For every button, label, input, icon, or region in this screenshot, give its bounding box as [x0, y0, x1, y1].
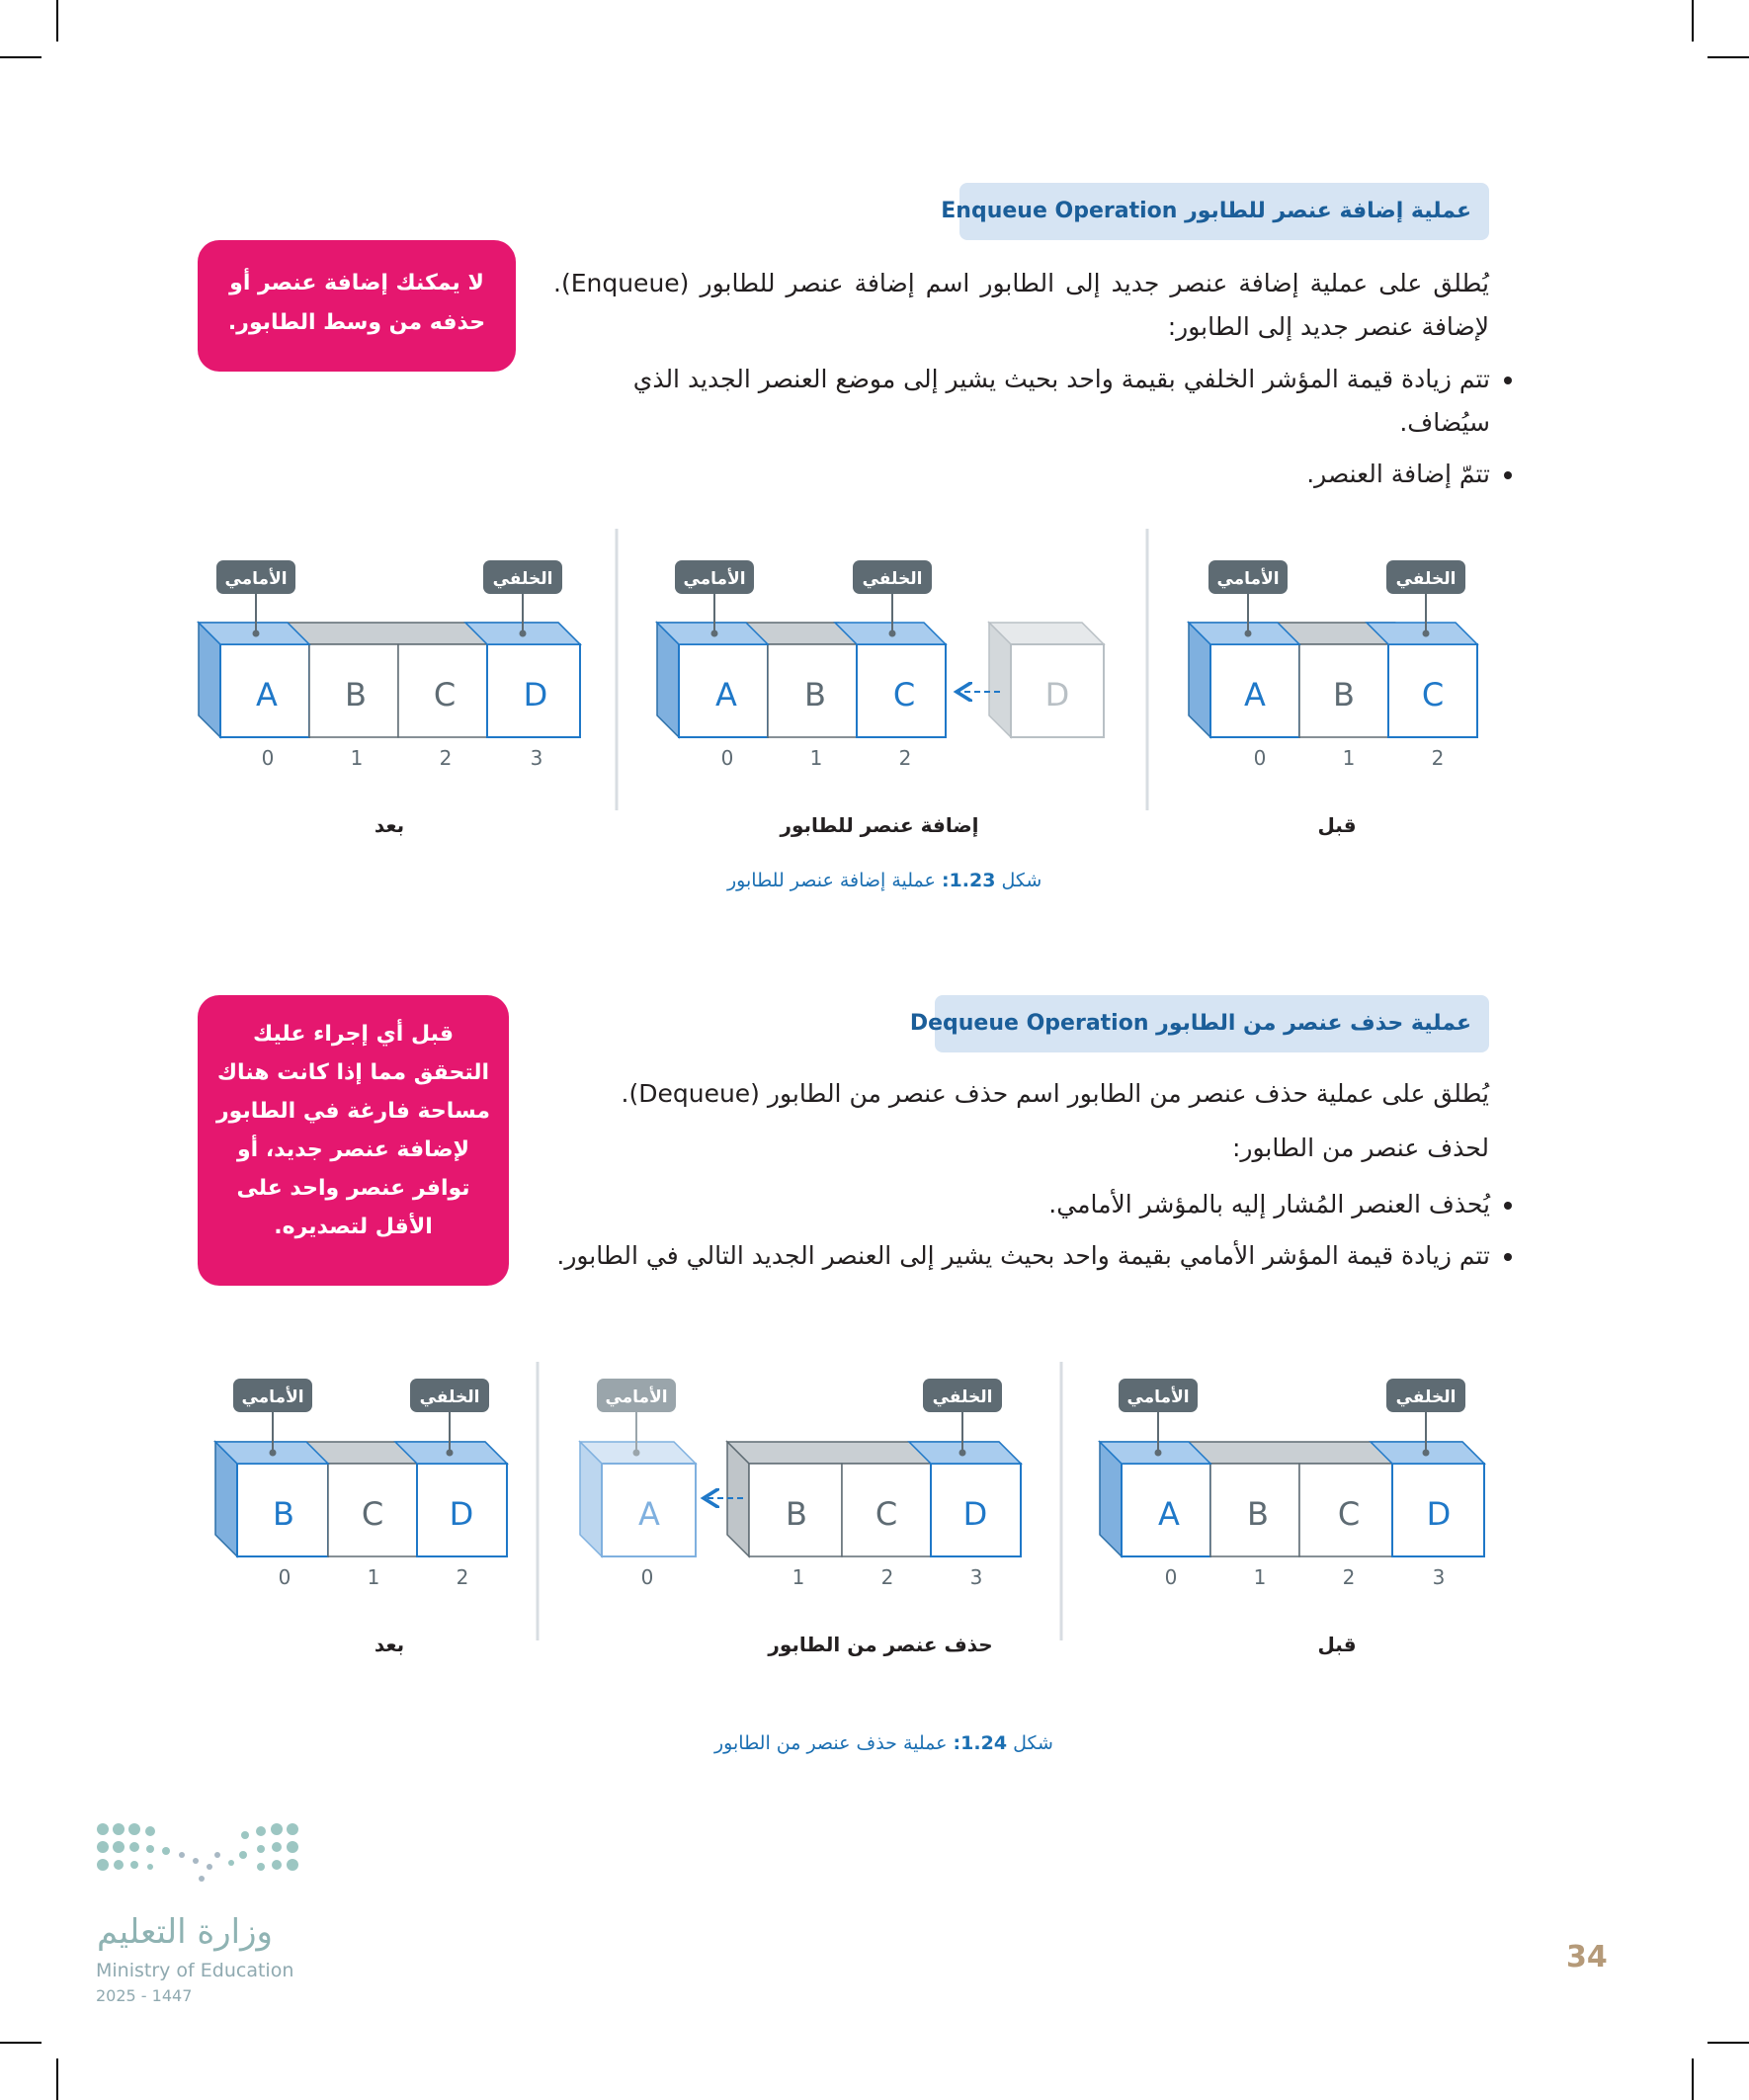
tip-line: لإضافة عنصر جديد، أو [236, 1137, 470, 1162]
cell-value: B [804, 676, 826, 714]
panel-label-operation: حذف عنصر من الطابور [768, 1633, 993, 1656]
pointer-dot [711, 630, 718, 637]
cell-value: C [1421, 676, 1445, 714]
cell-index: 3 [969, 1565, 983, 1589]
list-item: • يُحذف العنصر المُشار إليه بالمؤشر الأمامي. [553, 1183, 1490, 1226]
cell-value: C [433, 676, 457, 714]
cell-value: D [449, 1495, 474, 1533]
figure-caption-enqueue [727, 870, 1041, 891]
dequeue-paragraph: يُطلق على عملية حذف عنصر من الطابور اسم حذف عنصر من الطابور (Dequeue). [621, 1079, 1489, 1108]
tip-line: قبل أي إجراء عليك [252, 1022, 455, 1047]
cell-index: 1 [809, 746, 823, 770]
cell-index: 0 [1164, 1565, 1178, 1589]
cell-value: B [273, 1495, 294, 1533]
cell-index: 2 [898, 746, 912, 770]
rear-pointer-label: الخلفي [419, 1387, 480, 1407]
dequeue-during-queue [580, 1379, 1021, 1589]
list-item: • تتم زيادة قيمة المؤشر الأمامي بقيمة واحد بحيث يشير إلى العنصر الجديد التالي في الطابور. [553, 1234, 1490, 1278]
front-pointer-label: الأمامي [224, 569, 288, 589]
dequeue-before-queue [1100, 1379, 1484, 1589]
tip-line: التحقق مما إذا كانت هناك [216, 1060, 490, 1085]
cell-value: B [1247, 1495, 1269, 1533]
cell-value: A [715, 676, 737, 714]
panel-label-operation: إضافة عنصر للطابور [780, 813, 979, 837]
front-pointer-label: الأمامي [605, 1387, 668, 1407]
front-pointer-label: الأمامي [1126, 1387, 1190, 1407]
cell-index: 2 [880, 1565, 894, 1589]
pointer-dot [633, 1450, 640, 1457]
cell-value: A [1158, 1495, 1180, 1533]
list-item: • تتمّ إضافة العنصر. [553, 453, 1490, 496]
pointer-dot [1155, 1450, 1162, 1457]
cell-value: D [962, 1495, 988, 1533]
removed-value: A [638, 1495, 660, 1533]
cell-index: 1 [1253, 1565, 1267, 1589]
caption-number: 1.23: [941, 870, 996, 891]
incoming-value: D [1044, 676, 1070, 714]
dequeue-paragraph-2: لحذف عنصر من الطابور: [1231, 1134, 1489, 1162]
figure-caption-dequeue [714, 1732, 1053, 1754]
tip-line: حذفه من وسط الطابور. [227, 310, 486, 335]
panel-label-after: بعد [374, 813, 405, 837]
cell-value: C [874, 1495, 898, 1533]
ministry-logo-icon [95, 1821, 312, 1900]
cell-value: B [786, 1495, 807, 1533]
pointer-dot [1423, 1450, 1430, 1457]
dequeue-bullet-list [553, 1183, 1528, 1286]
caption-text: عملية إضافة عنصر للطابور [727, 870, 936, 891]
pointer-dot [889, 630, 896, 637]
front-pointer-label: الأمامي [241, 1387, 304, 1407]
tip-line: توافر عنصر واحد على [236, 1176, 470, 1201]
tip-line: الأقل لتصديره. [274, 1215, 433, 1239]
cell-index: 2 [1431, 746, 1445, 770]
cell-value: C [361, 1495, 384, 1533]
ministry-name-english: Ministry of Education [96, 1960, 294, 1981]
pointer-dot [959, 1450, 966, 1457]
rear-pointer-label: الخلفي [862, 569, 923, 589]
enqueue-during-queue [657, 560, 1104, 770]
rear-pointer-label: الخلفي [1395, 569, 1457, 589]
cell-index: 3 [530, 746, 543, 770]
ministry-year: 2025 - 1447 [96, 1986, 193, 2005]
enqueue-paragraph: يُطلق على عملية إضافة عنصر جديد إلى الطابور اسم إضافة عنصر للطابور (Enqueue). لإضافة عنصر جديد إلى الطابور: [553, 269, 1489, 341]
front-pointer-label: الأمامي [683, 569, 746, 589]
tip-note-dequeue [198, 995, 509, 1286]
pointer-dot [1423, 630, 1430, 637]
pointer-dot [1245, 630, 1252, 637]
section-header-enqueue: عملية إضافة عنصر للطابور Enqueue Operation [959, 183, 1489, 240]
cell-index: 1 [791, 1565, 805, 1589]
panel-label-after: بعد [374, 1633, 405, 1656]
dequeue-after-queue [215, 1379, 507, 1589]
cell-value: A [256, 676, 278, 714]
cell-index: 0 [261, 746, 275, 770]
front-pointer-label: الأمامي [1216, 569, 1280, 589]
rear-pointer-label: الخلفي [492, 569, 553, 589]
caption-prefix: شكل [1013, 1732, 1053, 1754]
cell-index: 0 [1253, 746, 1267, 770]
tip-line: لا يمكنك إضافة عنصر أو [229, 271, 484, 295]
cell-index: 2 [1342, 1565, 1356, 1589]
tip-line: مساحة فارغة في الطابور [215, 1099, 491, 1124]
page-number: 34 [1566, 1940, 1608, 1974]
cell-value: D [1426, 1495, 1452, 1533]
panel-label-before: قبل [1317, 1633, 1357, 1656]
caption-prefix: شكل [1001, 870, 1042, 891]
cell-index: 1 [367, 1565, 380, 1589]
cell-value: D [523, 676, 548, 714]
ministry-name-arabic: وزارة التعليم [97, 1912, 273, 1952]
caption-number: 1.24: [953, 1732, 1008, 1754]
cell-index: 2 [439, 746, 453, 770]
section-header-dequeue: عملية حذف عنصر من الطابور Dequeue Operation [935, 995, 1489, 1052]
pointer-dot [270, 1450, 277, 1457]
cell-value: C [1337, 1495, 1361, 1533]
rear-pointer-label: الخلفي [1395, 1387, 1457, 1407]
cell-index: 0 [720, 746, 734, 770]
pointer-dot [447, 1450, 454, 1457]
cell-index: 2 [456, 1565, 469, 1589]
cell-value: C [892, 676, 916, 714]
list-item: • تتم زيادة قيمة المؤشر الخلفي بقيمة واحد بحيث يشير إلى موضع العنصر الجديد الذي سيُضاف. [553, 358, 1490, 445]
cell-index: 0 [640, 1565, 654, 1589]
pointer-dot [520, 630, 527, 637]
panel-label-before: قبل [1317, 813, 1357, 837]
cell-value: B [1333, 676, 1355, 714]
rear-pointer-label: الخلفي [932, 1387, 993, 1407]
cell-value: A [1244, 676, 1266, 714]
cell-index: 1 [1342, 746, 1356, 770]
enqueue-after-queue [199, 560, 580, 770]
cell-index: 1 [350, 746, 364, 770]
cell-value: B [345, 676, 367, 714]
pointer-dot [253, 630, 260, 637]
enqueue-before-queue [1189, 560, 1477, 770]
cell-index: 3 [1432, 1565, 1446, 1589]
cell-index: 0 [278, 1565, 292, 1589]
caption-text: عملية حذف عنصر من الطابور [714, 1732, 948, 1754]
